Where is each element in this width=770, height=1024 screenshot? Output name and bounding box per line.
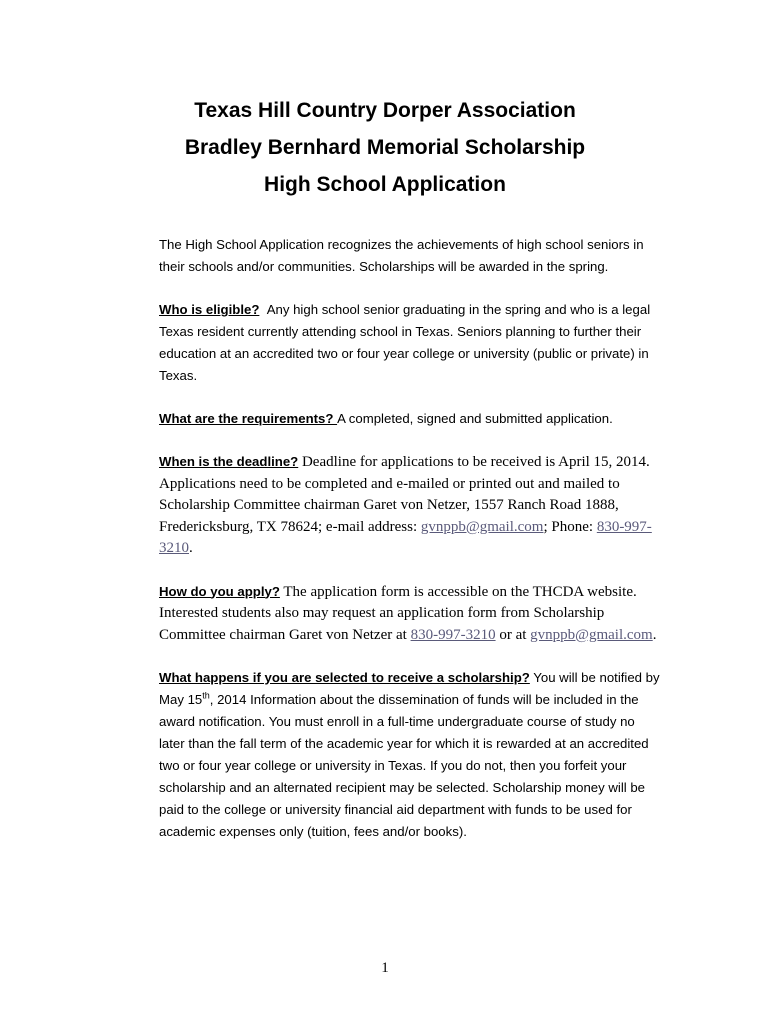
requirements-text: A completed, signed and submitted application.: [337, 411, 613, 426]
title-line-application: High School Application: [264, 173, 506, 196]
apply-email-link[interactable]: gvnppb@gmail.com: [530, 626, 653, 643]
apply-text: The application form is accessible on the THCDA website. Interested students also may request an application form from Scholarship Committee chairman Garet von Netzer at: [159, 583, 637, 643]
deadline-section: [159, 451, 664, 560]
document-body: [159, 234, 664, 864]
selection-text-start: You will be notified by May 15: [159, 670, 660, 707]
document-title: [0, 92, 770, 203]
apply-phone-link[interactable]: 830-997-3210: [410, 626, 496, 643]
selection-heading: What happens if you are selected to receive a scholarship?: [159, 670, 530, 685]
selection-section: [159, 667, 664, 843]
eligibility-heading: Who is eligible?: [159, 302, 260, 317]
requirements-heading: What are the requirements?: [159, 411, 338, 426]
title-line-association: Texas Hill Country Dorper Association: [194, 99, 576, 122]
eligibility-text: Any high school senior graduating in the spring and who is a legal Texas resident currently attending school in Texas. Seniors planning to further their education at an accredited two or four year college or university (public or private) in Texas.: [159, 302, 651, 383]
apply-or-text: or at: [495, 626, 531, 643]
page-number: 1: [381, 960, 389, 976]
eligibility-section: [159, 299, 664, 387]
deadline-phone-prefix: ; Phone:: [543, 518, 597, 535]
title-line-scholarship: Bradley Bernhard Memorial Scholarship: [184, 136, 586, 159]
deadline-heading: When is the deadline?: [159, 454, 299, 469]
deadline-text: Deadline for applications to be received is April 15, 2014. Applications need to be completed and e-mailed or printed out and mailed to Scholarship Committee chairman Garet von Netzer, 1557 Ranch Road 1888, Fredericksburg, TX 78624; e-mail address:: [159, 454, 650, 535]
deadline-phone-link[interactable]: 830-997-3210: [159, 518, 652, 556]
selection-superscript: th: [202, 690, 210, 701]
apply-period: .: [652, 626, 657, 643]
deadline-period: .: [189, 540, 193, 556]
requirements-section: [159, 408, 664, 430]
selection-text-rest: , 2014 Information about the dissemination of funds will be included in the award notification. You must enroll in a full-time undergraduate course of study no later than the fall term of the academic year for which it is rewarded at an accredited two or four year college or university in Texas. If you do not, then you forfeit your scholarship and an alternated recipient may be selected. Scholarship money will be paid to the college or university financial aid department with funds to be used for academic expenses only (tuition, fees and/or books).: [159, 692, 649, 839]
apply-heading: How do you apply?: [159, 583, 280, 599]
intro-paragraph: The High School Application recognizes the achievements of high school seniors in their schools and/or communities. Scholarships will be awarded in the spring.: [159, 237, 644, 274]
deadline-email-link[interactable]: gvnppb@gmail.com: [420, 518, 544, 535]
apply-section: [159, 581, 664, 647]
